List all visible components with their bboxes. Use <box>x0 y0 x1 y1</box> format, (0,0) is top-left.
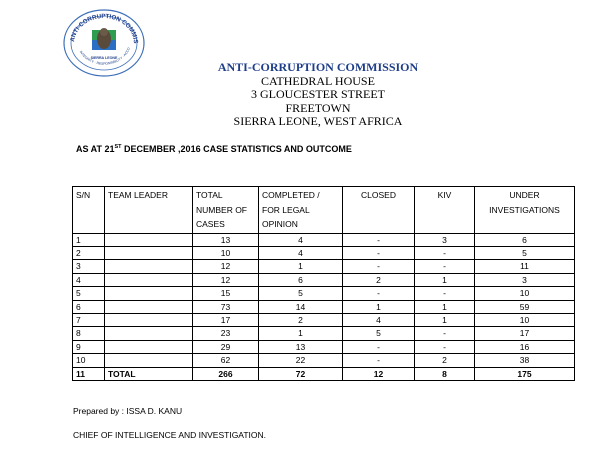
cell-team-leader: TOTAL <box>105 367 193 380</box>
table-row <box>73 260 575 273</box>
cell-under-investigations: 6 <box>475 233 575 246</box>
cell-completed: 1 <box>259 327 343 340</box>
cell-total-cases: 13 <box>193 233 259 246</box>
table-header-row <box>73 187 575 234</box>
cell-closed: - <box>343 354 415 367</box>
cell-kiv: 3 <box>415 233 475 246</box>
cell-team-leader <box>105 233 193 246</box>
table-row <box>73 354 575 367</box>
header-sn: S/N <box>73 187 105 234</box>
cell-under-investigations: 3 <box>475 273 575 286</box>
header-kiv: KIV <box>415 187 475 234</box>
cell-under-investigations: 17 <box>475 327 575 340</box>
cell-total-cases: 17 <box>193 313 259 326</box>
address-street: 3 GLOUCESTER STREET <box>251 87 385 101</box>
svg-text:ANTI-CORRUPTION COMMISSION: ANTI-CORRUPTION COMMIS <box>69 12 140 44</box>
cell-sn: 9 <box>73 340 105 353</box>
logo-country-text: SIERRA LEONE <box>90 56 118 60</box>
cell-kiv: - <box>415 287 475 300</box>
cell-total-cases: 266 <box>193 367 259 380</box>
cell-completed: 4 <box>259 246 343 259</box>
address-city: FREETOWN <box>285 100 351 115</box>
cell-closed: - <box>343 233 415 246</box>
cell-completed: 72 <box>259 367 343 380</box>
cell-under-investigations: 10 <box>475 287 575 300</box>
cell-kiv: 2 <box>415 354 475 367</box>
cell-total-cases: 29 <box>193 340 259 353</box>
cell-completed: 2 <box>259 313 343 326</box>
address-country: SIERRA LEONE, WEST AFRICA <box>233 114 403 128</box>
table-row <box>73 246 575 259</box>
cell-sn: 11 <box>73 367 105 380</box>
cell-team-leader <box>105 354 193 367</box>
cell-completed: 6 <box>259 273 343 286</box>
cell-closed: 5 <box>343 327 415 340</box>
cell-completed: 13 <box>259 340 343 353</box>
table-body <box>73 233 575 380</box>
table-row <box>73 273 575 286</box>
cell-closed: - <box>343 340 415 353</box>
cell-team-leader <box>105 287 193 300</box>
cell-closed: 1 <box>343 300 415 313</box>
header-team-leader: TEAM LEADER <box>105 187 193 234</box>
report-title-prefix: AS AT 21 <box>76 144 115 154</box>
cell-completed: 4 <box>259 233 343 246</box>
cell-closed: 12 <box>343 367 415 380</box>
cell-sn: 7 <box>73 313 105 326</box>
cell-total-cases: 15 <box>193 287 259 300</box>
header-under-investigations: UNDER INVESTIGATIONS <box>475 187 575 234</box>
report-title-ordinal: ST <box>114 144 122 150</box>
cell-sn: 6 <box>73 300 105 313</box>
cell-sn: 2 <box>73 246 105 259</box>
cell-kiv: - <box>415 246 475 259</box>
cell-kiv: - <box>415 327 475 340</box>
cell-kiv: 8 <box>415 367 475 380</box>
header-closed: CLOSED <box>343 187 415 234</box>
cell-closed: 2 <box>343 273 415 286</box>
cell-team-leader <box>105 313 193 326</box>
cell-sn: 3 <box>73 260 105 273</box>
cell-kiv: 1 <box>415 313 475 326</box>
case-statistics-table <box>72 186 575 381</box>
cell-completed: 22 <box>259 354 343 367</box>
cell-closed: 4 <box>343 313 415 326</box>
cell-sn: 5 <box>73 287 105 300</box>
cell-total-cases: 73 <box>193 300 259 313</box>
cell-closed: - <box>343 246 415 259</box>
cell-total-cases: 10 <box>193 246 259 259</box>
preparer-position: CHIEF OF INTELLIGENCE AND INVESTIGATION. <box>73 430 267 440</box>
table-total-row <box>73 367 575 380</box>
cell-sn: 8 <box>73 327 105 340</box>
cell-closed: - <box>343 260 415 273</box>
organization-name: ANTI-CORRUPTION COMMISSION <box>217 60 419 74</box>
table-row <box>73 327 575 340</box>
prepared-by: Prepared by : ISSA D. KANU <box>73 406 183 416</box>
cell-closed: - <box>343 287 415 300</box>
cell-team-leader <box>105 340 193 353</box>
cell-completed: 14 <box>259 300 343 313</box>
cell-under-investigations: 175 <box>475 367 575 380</box>
cell-total-cases: 12 <box>193 260 259 273</box>
table-row <box>73 313 575 326</box>
table-row <box>73 287 575 300</box>
cell-total-cases: 62 <box>193 354 259 367</box>
cell-kiv: 1 <box>415 300 475 313</box>
cell-total-cases: 23 <box>193 327 259 340</box>
table-row <box>73 340 575 353</box>
cell-completed: 1 <box>259 260 343 273</box>
cell-sn: 4 <box>73 273 105 286</box>
table-row <box>73 233 575 246</box>
report-title <box>76 144 352 154</box>
cell-completed: 5 <box>259 287 343 300</box>
cell-total-cases: 12 <box>193 273 259 286</box>
cell-under-investigations: 11 <box>475 260 575 273</box>
cell-under-investigations: 10 <box>475 313 575 326</box>
header-total-cases: TOTAL NUMBER OF CASES <box>193 187 259 234</box>
cell-sn: 1 <box>73 233 105 246</box>
cell-team-leader <box>105 260 193 273</box>
cell-under-investigations: 5 <box>475 246 575 259</box>
table-row <box>73 300 575 313</box>
cell-under-investigations: 59 <box>475 300 575 313</box>
letterhead <box>0 61 612 129</box>
cell-under-investigations: 16 <box>475 340 575 353</box>
cell-team-leader <box>105 246 193 259</box>
cell-team-leader <box>105 327 193 340</box>
cell-sn: 10 <box>73 354 105 367</box>
cell-team-leader <box>105 300 193 313</box>
cell-team-leader <box>105 273 193 286</box>
address-building: CATHEDRAL HOUSE <box>261 73 375 88</box>
cell-kiv: - <box>415 260 475 273</box>
cell-under-investigations: 38 <box>475 354 575 367</box>
header-completed: COMPLETED / FOR LEGAL OPINION <box>259 187 343 234</box>
cell-kiv: - <box>415 340 475 353</box>
cell-kiv: 1 <box>415 273 475 286</box>
svg-text:INTEGRITY · RESPONSIBILITY · A: INTEGRITY · RESPONSIBILITY · ACCO <box>78 46 131 66</box>
report-title-rest: DECEMBER ,2016 CASE STATISTICS AND OUTCOME <box>121 144 352 154</box>
